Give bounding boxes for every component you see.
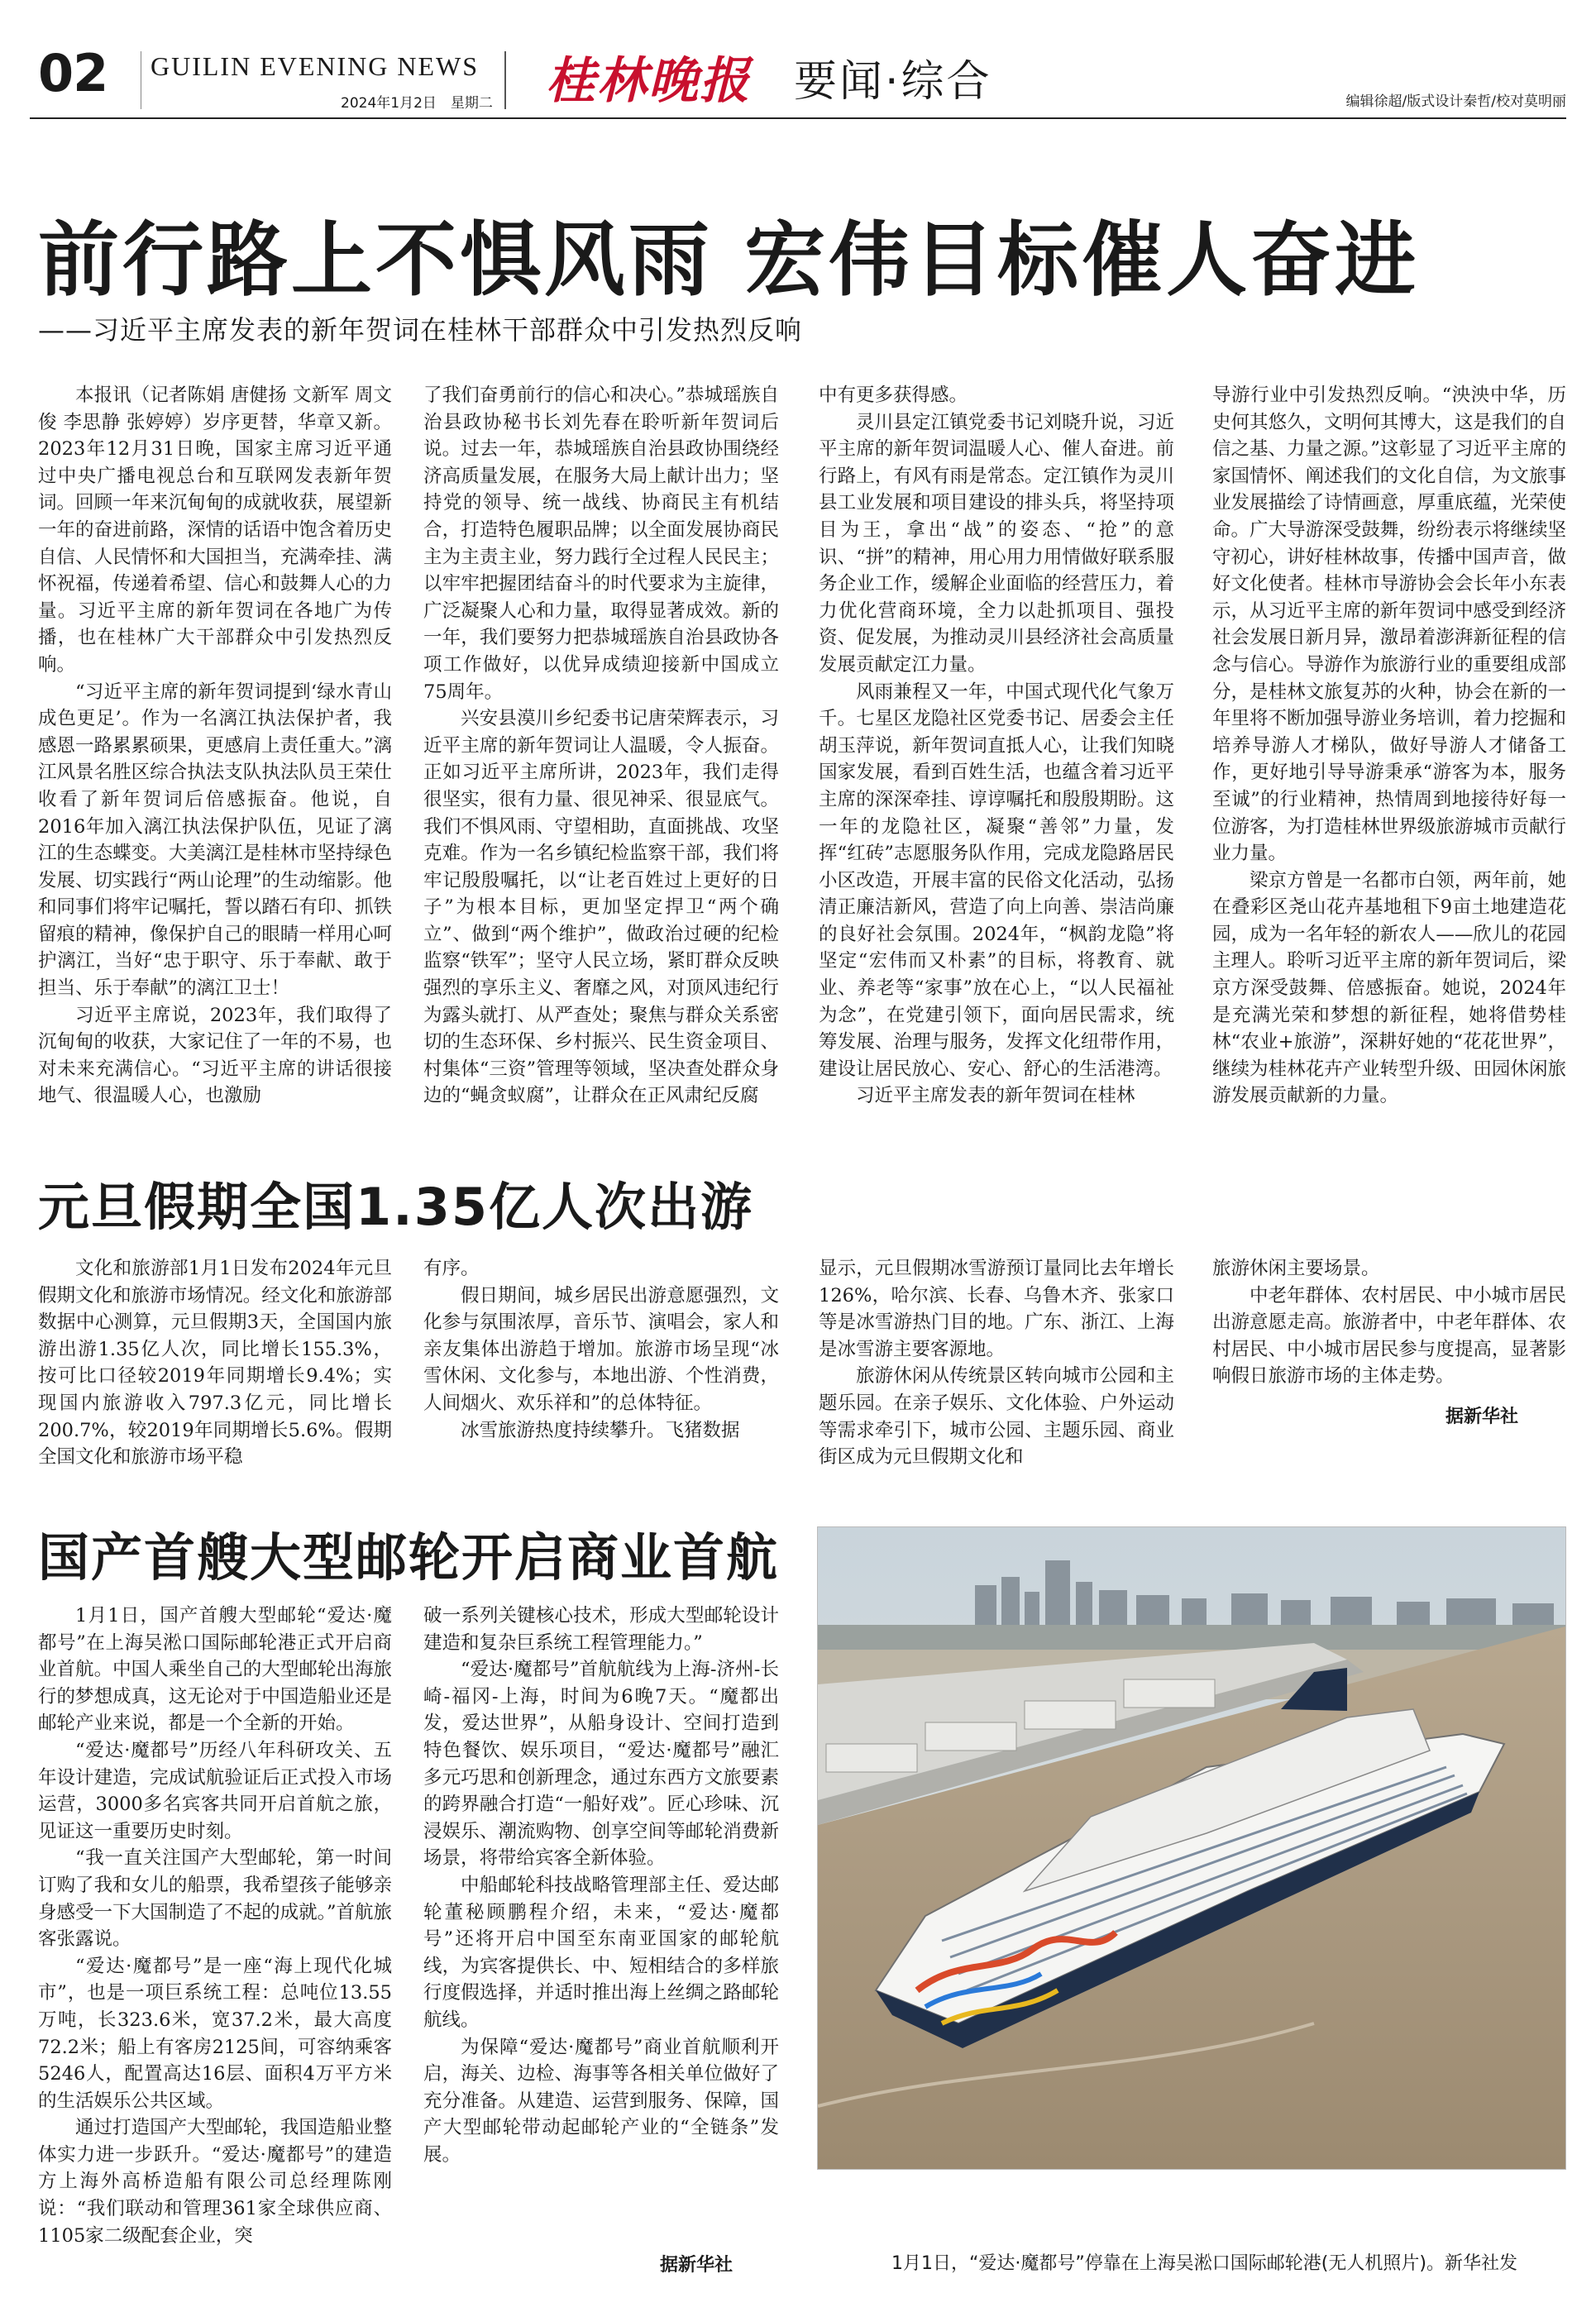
article1-paragraph: “习近平主席的新年贺词提到‘绿水青山成色更足’。作为一名漓江执法保护者，我感恩一路累累硕果，更感肩上责任重大。”漓江风景名胜区综合执法支队执法队员王荣仕收看了新年贺词后倍感振奋。他说，自2016年加入漓江执法保护队伍，见证了漓江的生态蝶变。大美漓江是桂林市坚持绿色发展、切实践行“两山论理”的生动缩影。他和同事们将牢记嘱托，誓以踏石有印、抓铁留痕的精神，像保护自己的眼睛一样用心呵护漓江，当好“忠于职守、乐于奉献、敢于担当、乐于奉献”的漓江卫士！: [38, 681, 393, 1000]
masthead-divider-2: [504, 51, 506, 109]
newspaper-logo: 桂林晚报: [546, 52, 751, 110]
article1-paragraph: 灵川县定江镇党委书记刘晓升说，习近平主席的新年贺词温暖人心、催人奋进。前行路上，有风有雨是常态。定江镇作为灵川县工业发展和项目建设的排头兵，将坚持项目为王，拿出“战”的姿态、“抢”的意识、“拼”的精神，用心用力用情做好联系服务企业工作，缓解企业面临的经营压力，着力优化营商环境，全力以赴抓项目、强投资、促发展，为推动灵川县经济社会高质量发展贡献定江力量。: [819, 411, 1174, 676]
article1-column-2: [423, 382, 779, 1110]
article3-paragraph: 破一系列关键核心技术，形成大型邮轮设计建造和复杂巨系统工程管理能力。”: [423, 1605, 779, 1654]
article3-paragraph: 1月1日，国产首艘大型邮轮“爱达·魔都号”在上海吴淞口国际邮轮港正式开启商业首航。中国人乘坐自己的大型邮轮出海旅行的梦想成真，这无论对于中国造船业还是邮轮产业来说，都是一个全新的开始。: [38, 1605, 392, 1735]
article2-column-3: [819, 1255, 1174, 1469]
article1-paragraph: 本报讯（记者陈娟 唐健扬 文新军 周文俊 李思静 张婷婷）岁序更替，华章又新。2023年12月31日晚，国家主席习近平通过中央广播电视总台和互联网发表新年贺词。回顾一年来沉甸甸的成就收获，展望新一年的奋进前路，深情的话语中饱含着历史自信、人民情怀和大国担当，充满牵挂、满怀祝福，传递着希望、信心和鼓舞人心的力量。习近平主席的新年贺词在各地广为传播，也在桂林广大干部群众中引发热烈反响。: [38, 385, 392, 676]
article1-paragraph: 习近平主席说，2023年，我们取得了沉甸甸的收获，大家记住了一年的不易，也对未来充满信心。“习近平主席的讲话很接地气、很温暖人心，也激励: [38, 1004, 392, 1107]
issue-date: 2024年1月2日 星期二: [341, 95, 493, 112]
article1-column-1: [38, 382, 392, 1110]
article3-column-2: [423, 1603, 779, 2206]
editor-credits: 编辑徐超/版式设计秦哲/校对莫明丽: [1345, 93, 1566, 110]
article3-paragraph: 为保障“爱达·魔都号”商业首航顺利开启，海关、边检、海事等各相关单位做好了充分准备。从建造、运营到服务、保障，国产大型邮轮带动起邮轮产业的“全链条”发展。: [423, 2036, 779, 2166]
article3-paragraph: “爱达·魔都号”历经八年科研攻关、五年设计建造，完成试航验证后正式投入市场运营，3000多名宾客共同开启首航之旅，见证这一重要历史时刻。: [38, 1739, 392, 1842]
article2-paragraph: 假日期间，城乡居民出游意愿强烈，文化参与氛围浓厚，音乐节、演唱会，家人和亲友集体出游趋于增加。旅游市场呈现“冰雪休闲、文化参与，本地出游、个性消费，人间烟火、欢乐祥和”的总体特征。: [423, 1284, 779, 1414]
article1-paragraph: 中有更多获得感。: [819, 385, 968, 406]
article3-column-1: [38, 1603, 392, 2256]
article1-paragraph: 梁京方曾是一名都市白领，两年前，她在叠彩区尧山花卉基地租下9亩土地建造花园，成为一名年轻的新农人——欣儿的花园主理人。聆听习近平主席的新年贺词后，梁京方深受鼓舞、倍感振奋。她说，2024年是充满光荣和梦想的新征程，她将借势桂林“农业+旅游”，深耕好她的“花花世界”，继续为桂林花卉产业转型升级、田园休闲旅游发展贡献新的力量。: [1212, 869, 1566, 1107]
article1-paragraph: 习近平主席发表的新年贺词在桂林: [856, 1085, 1135, 1107]
section-title: 要闻·综合: [794, 57, 992, 107]
article1-subhead: ——习近平主席发表的新年贺词在桂林干部群众中引发热烈反响: [38, 314, 803, 346]
article1-paragraph: 兴安县漠川乡纪委书记唐荣辉表示，习近平主席的新年贺词让人温暖，令人振奋。正如习近平主席所讲，2023年，我们走得很坚实，很有力量、很见神采、很显底气。我们不惧风雨、守望相助，直面挑战、攻坚克难。作为一名乡镇纪检监察干部，我们将牢记殷殷嘱托，以“让老百姓过上更好的日子”为根本目标，更加坚定捍卫“两个确立”、做到“两个维护”，做政治过硬的纪检监察“铁军”；坚守人民立场，紧盯群众反映强烈的享乐主义、奢靡之风，对顶风违纪行为露头就打、从严查处；聚焦与群众关系密切的生态环保、乡村振兴、民生资金项目、村集体“三资”管理等领域，坚决查处群众身边的“蝇贪蚁腐”，让群众在正风肃纪反腐: [423, 708, 779, 1107]
article3-paragraph: “爱达·魔都号”是一座“海上现代化城市”，也是一项巨系统工程：总吨位13.55万吨，长323.6米，宽37.2米，最大高度72.2米；船上有客房2125间，可容纳乘客5246人，配置高达16层、面积4万平方米的生活娱乐公共区域。: [38, 1955, 392, 2112]
article2-paragraph: 显示，元旦假期冰雪游预订量同比去年增长126%，哈尔滨、长春、乌鲁木齐、张家口等是冰雪游热门目的地。广东、浙江、上海是冰雪游主要客源地。: [819, 1258, 1174, 1360]
article1-column-4: [1212, 382, 1566, 1110]
article2-paragraph: 文化和旅游部1月1日发布2024年元旦假期文化和旅游市场情况。经文化和旅游部数据中心测算，元旦假期3天，全国国内旅游出游1.35亿人次，同比增长155.3%，按可比口径较2019年同期增长9.4%；实现国内旅游收入797.3亿元，同比增长200.7%，较2019年同期增长5.6%。假期全国文化和旅游市场平稳: [38, 1258, 392, 1469]
article1-headline: 前行路上不惧风雨 宏伟目标催人奋进: [38, 213, 1420, 308]
article1-paragraph: 风雨兼程又一年，中国式现代化气象万千。七星区龙隐社区党委书记、居委会主任胡玉萍说，新年贺词直抵人心，让我们知晓国家发展，看到百姓生活，也蕴含着习近平主席的深深牵挂、谆谆嘱托和殷殷期盼。这一年的龙隐社区，凝聚“善邻”力量，发挥“红砖”志愿服务队作用，完成龙隐路居民小区改造，开展丰富的民俗文化活动，弘扬清正廉洁新风，营造了向上向善、崇洁尚廉的良好社会氛围。2024年，“枫韵龙隐”将坚定“宏伟而又朴素”的目标，将教育、就业、养老等“家事”放在心上，“以人民福祉为念”，在党建引领下，面向居民需求，统筹发展、治理与服务，发挥文化纽带作用，建设让居民放心、安心、舒心的生活港湾。: [819, 681, 1174, 1080]
article3-paragraph: 通过打造国产大型邮轮，我国造船业整体实力进一步跃升。“爱达·魔都号”的建造方上海外高桥造船有限公司总经理陈刚说：“我们联动和管理361家全球供应商、1105家二级配套企业，突: [38, 2117, 392, 2247]
article2-paragraph: 有序。: [423, 1258, 480, 1279]
page-number: 02: [38, 43, 108, 103]
article2-column-4: [1212, 1255, 1566, 1396]
article2-headline: 元旦假期全国1.35亿人次出游: [38, 1177, 753, 1237]
article2-paragraph: 中老年群体、农村居民、中小城市居民出游意愿走高。旅游者中，中老年群体、农村居民、中小城市居民参与度提高，显著影响假日旅游市场的主体走势。: [1212, 1284, 1566, 1388]
article2-column-1: [38, 1255, 392, 1469]
article3-headline: 国产首艘大型邮轮开启商业首航: [38, 1527, 780, 1588]
cruise-ship-illustration: [818, 1527, 1565, 2169]
article2-paragraph: 旅游休闲从传统景区转向城市公园和主题乐园。在亲子娱乐、文化体验、户外运动等需求牵引下，城市公园、主题乐园、商业街区成为元旦假期文化和: [819, 1365, 1174, 1469]
article1-column-3: [819, 382, 1174, 1110]
article3-paragraph: 中船邮轮科技战略管理部主任、爱达邮轮董秘顾鹏程介绍，未来，“爱达·魔都号”还将开启中国至东南亚国家的邮轮航线，为宾客提供长、中、短相结合的多样旅行度假选择，并适时推出海上丝绸之路邮轮航线。: [423, 1874, 779, 2031]
article1-paragraph: 导游行业中引发热烈反响。“泱泱中华，历史何其悠久，文明何其博大，这是我们的自信之基、力量之源。”这彰显了习近平主席的家国情怀、阐述我们的文化自信，为文旅事业发展描绘了诗情画意，厚重底蕴，光荣使命。广大导游深受鼓舞，纷纷表示将继续坚守初心，讲好桂林故事，传播中国声音，做好文化使者。桂林市导游协会会长年小东表示，从习近平主席的新年贺词中感受到经济社会发展日新月异，激昂着澎湃新征程的信念与信心。导游作为旅游行业的重要组成部分，是桂林文旅复苏的火种，协会在新的一年里将不断加强导游业务培训，着力挖掘和培养导游人才梯队，做好导游人才储备工作，更好地引导导游秉承“游客为本，服务至诚”的行业精神，热情周到地接待好每一位游客，为打造桂林世界级旅游城市贡献行业力量。: [1212, 385, 1566, 865]
article3-credit: 据新华社: [660, 2255, 733, 2276]
article2-paragraph: 冰雪旅游热度持续攀升。飞猪数据: [461, 1419, 740, 1441]
article1-paragraph: 了我们奋勇前行的信心和决心。”恭城瑶族自治县政协秘书长刘先春在聆听新年贺词后说。过去一年，恭城瑶族自治县政协围绕经济高质量发展，在服务大局上献计出力；坚持党的领导、统一战线、协商民主有机结合，打造特色履职品牌；以全面发展协商民主为主责主业，努力践行全过程人民民主；以牢牢把握团结奋斗的时代要求为主旋律，广泛凝聚人心和力量，取得显著成效。新的一年，我们要努力把恭城瑶族自治县政协各项工作做好，以优异成绩迎接新中国成立75周年。: [423, 385, 779, 703]
photo-caption: 1月1日，“爱达·魔都号”停靠在上海吴淞口国际邮轮港(无人机照片)。新华社发: [891, 2253, 1517, 2274]
article2-column-2: [423, 1255, 779, 1454]
article2-credit: 据新华社: [1445, 1407, 1519, 1427]
article3-paragraph: “我一直关注国产大型邮轮，第一时间订购了我和女儿的船票，我希望孩子能够亲身感受一下大国制造了不起的成就。”首航旅客张露说。: [38, 1847, 392, 1951]
masthead-rule: [30, 117, 1566, 119]
english-newspaper-name: GUILIN EVENING NEWS: [151, 51, 480, 81]
article2-paragraph: 旅游休闲主要场景。: [1212, 1258, 1380, 1279]
article3-paragraph: “爱达·魔都号”首航航线为上海-济州-长崎-福冈-上海，时间为6晚7天。“魔都出发，爱达世界”，从船身设计、空间打造到特色餐饮、娱乐项目，“爱达·魔都号”融汇多元巧思和创新理念，通过东西方文旅要素的跨界融合打造“一船好戏”。匠心珍味、沉浸娱乐、潮流购物、创享空间等邮轮消费新场景，将带给宾客全新体验。: [423, 1659, 779, 1870]
cruise-ship-photo: [817, 1526, 1566, 2170]
